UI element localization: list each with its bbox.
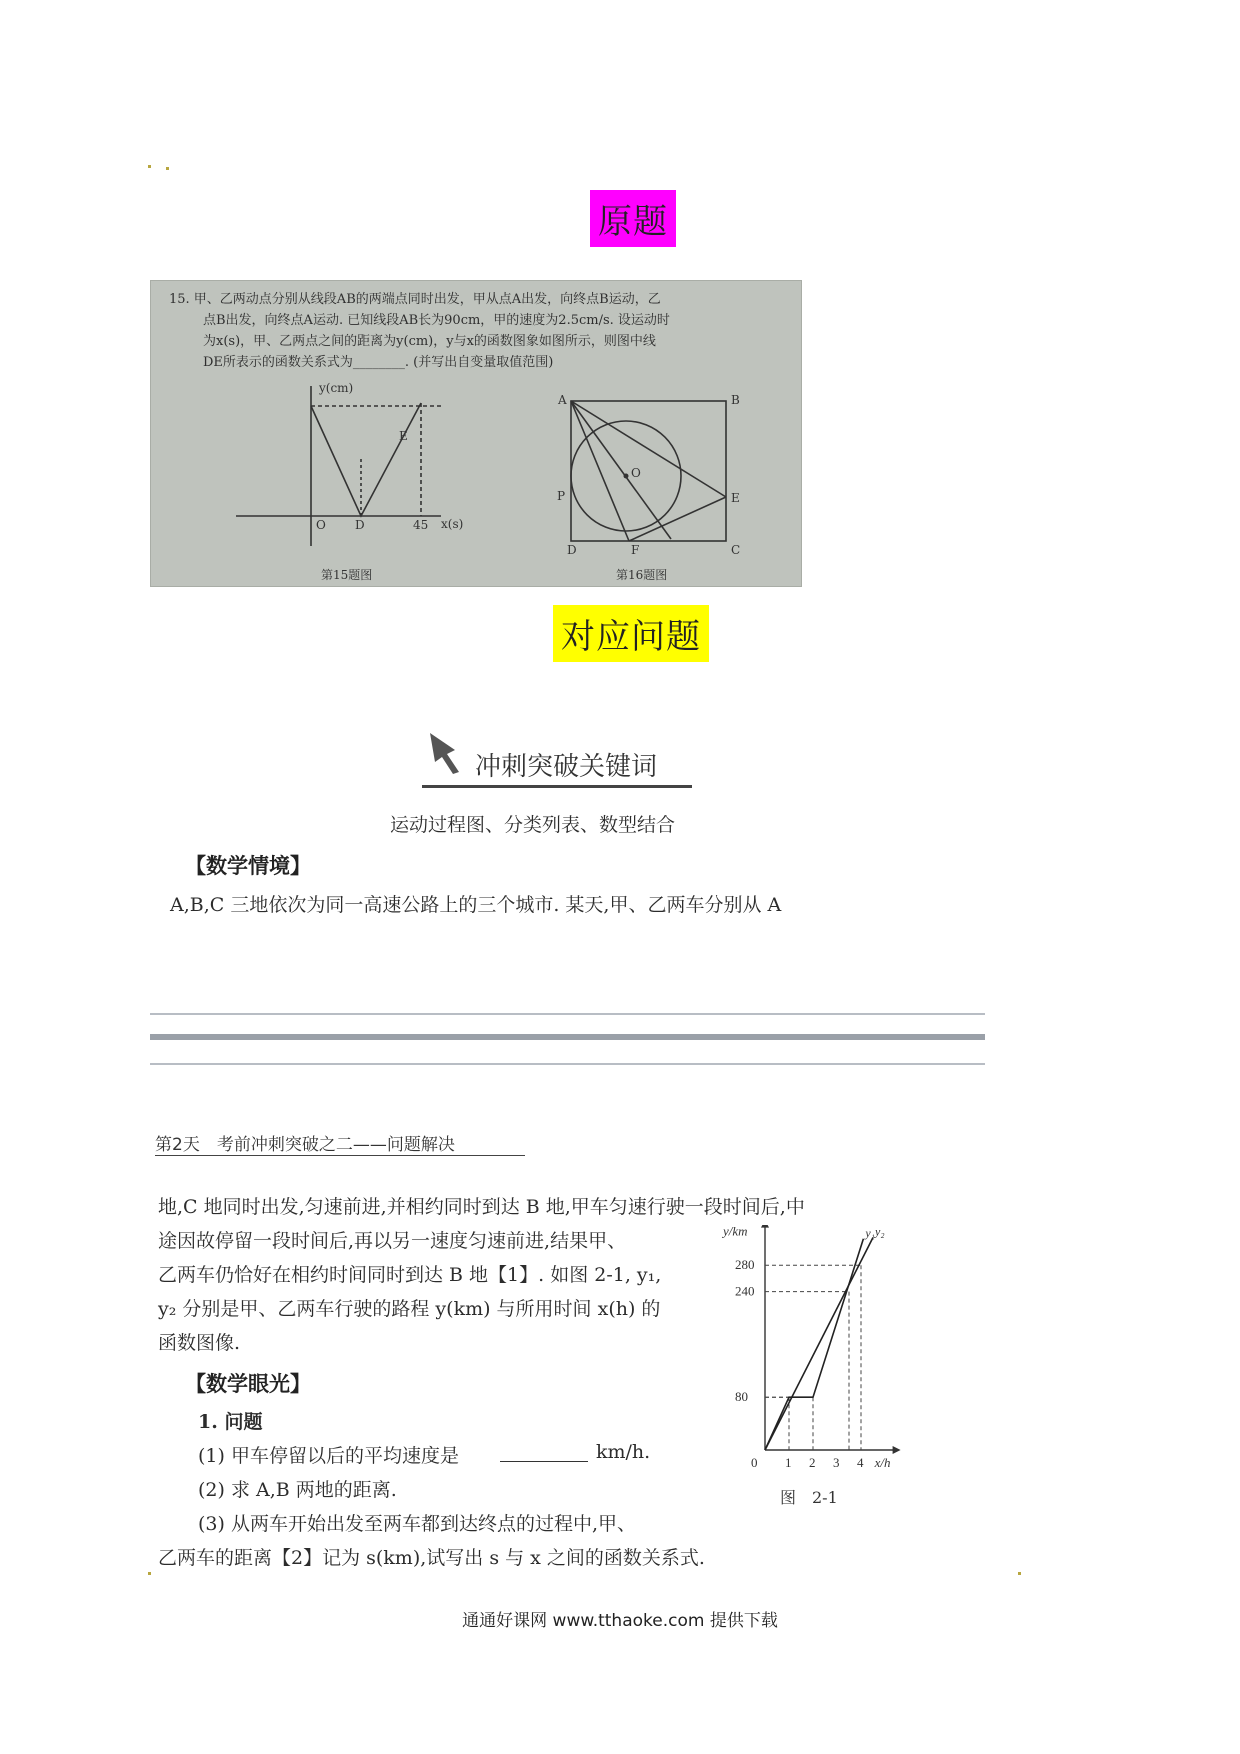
original-problem-photo	[150, 280, 802, 587]
original-question-label: 原题	[590, 190, 676, 247]
x-tick-label: 2	[809, 1455, 816, 1470]
continuation-line: 乙两车仍恰好在相约时间同时到达 B 地【1】. 如图 2-1, y₁,	[158, 1264, 662, 1286]
photo-question-line: 15. 甲、乙两动点分别从线段AB的两端点同时出发，甲从点A出发，向终点B运动，乙	[169, 292, 661, 307]
fig15-caption: 第15题图	[321, 568, 373, 582]
page-divider	[150, 1034, 985, 1040]
question-1-unit: km/h.	[596, 1441, 651, 1463]
continuation-line: 途因故停留一段时间后,再以另一速度匀速前进,结果甲、	[158, 1230, 627, 1252]
related-question-label: 对应问题	[553, 605, 709, 662]
origin-label: 0	[751, 1455, 758, 1470]
corner-dot	[166, 167, 169, 170]
photo-question-line: DE所表示的函数关系式为________. (并写出自变量取值范围)	[203, 355, 554, 370]
answer-blank	[500, 1461, 588, 1462]
question-3-text-cont: 乙两车的距离【2】记为 s(km),试写出 s 与 x 之间的函数关系式.	[158, 1547, 705, 1569]
question-2-text: (2) 求 A,B 两地的距离.	[198, 1479, 397, 1501]
fig16-c-label: C	[731, 543, 741, 557]
distance-time-chart	[720, 1225, 920, 1485]
fig15-tick-45: 45	[413, 518, 429, 532]
fig16-e-label: E	[731, 491, 740, 505]
continuation-line: y₂ 分别是甲、乙两车行驶的路程 y(km) 与所用时间 x(h) 的	[158, 1298, 661, 1320]
page-header: 第2天 考前冲刺突破之二——问题解决	[155, 1135, 455, 1155]
question-3-text: (3) 从两车开始出发至两车都到达终点的过程中,甲、	[198, 1513, 636, 1535]
y-axis-arrow	[761, 1225, 769, 1228]
corner-dot	[1018, 1572, 1021, 1575]
series-label: y₂	[875, 1225, 885, 1239]
fig16-d-label: D	[567, 543, 577, 557]
series-label: y₁	[865, 1225, 875, 1240]
question-1-text: (1) 甲车停留以后的平均速度是	[198, 1445, 459, 1467]
y-tick-label: 240	[735, 1283, 755, 1299]
chart-caption: 图 2-1	[780, 1488, 838, 1507]
series-line	[765, 1237, 873, 1450]
footer-text: 通通好课网 www.tthaoke.com 提供下载	[462, 1611, 778, 1631]
fig16-a-label: A	[558, 393, 567, 407]
x-axis-label: x/h	[874, 1455, 891, 1470]
x-tick-label: 4	[857, 1455, 864, 1470]
y-tick-label: 280	[735, 1257, 755, 1273]
corner-dot	[148, 165, 151, 168]
figure-16	[151, 281, 801, 586]
keywords-heading: 冲刺突破关键词	[475, 752, 658, 782]
fig16-f-label: F	[631, 543, 640, 557]
corner-dot	[148, 1572, 151, 1575]
x-tick-label: 3	[833, 1455, 840, 1470]
photo-question-line: 点B出发，向终点A运动. 已知线段AB长为90cm，甲的速度为2.5cm/s. 设运动时	[203, 313, 670, 328]
y-axis-label: y/km	[723, 1225, 748, 1239]
x-tick-label: 1	[785, 1455, 792, 1470]
page-header-rule	[155, 1155, 525, 1156]
fig15-x-label: x(s)	[441, 517, 464, 531]
continuation-line: 函数图像.	[158, 1332, 241, 1354]
fig16-p-label: P	[557, 489, 566, 503]
keywords-text: 运动过程图、分类列表、数型结合	[390, 814, 676, 836]
fig16-b-label: B	[731, 393, 740, 407]
situation-text: A,B,C 三地依次为同一高速公路上的三个城市. 某天,甲、乙两车分别从 A	[170, 894, 782, 916]
heading-underline	[422, 785, 692, 788]
photo-question-line: 为x(s)，甲、乙两点之间的距离为y(cm)，y与x的函数图象如图所示，则图中线	[203, 334, 656, 349]
fig16-o-label: O	[631, 466, 641, 480]
vision-heading: 【数学眼光】	[185, 1372, 311, 1396]
page-divider	[150, 1063, 985, 1065]
fig16-caption: 第16题图	[616, 568, 668, 582]
page-divider	[150, 1013, 985, 1015]
situation-heading: 【数学情境】	[185, 854, 311, 878]
fig15-y-label: y(cm)	[319, 381, 354, 395]
arrow-icon	[425, 728, 475, 778]
fig15-e-label: E	[399, 429, 408, 443]
questions-title: 1. 问题	[198, 1411, 263, 1433]
fig15-d-label: D	[355, 518, 365, 532]
fig15-origin-label: O	[316, 518, 326, 532]
continuation-line: 地,C 地同时出发,匀速前进,并相约同时到达 B 地,甲车匀速行驶一段时间后,中	[158, 1196, 805, 1218]
y-tick-label: 80	[735, 1389, 748, 1405]
x-axis-arrow	[893, 1446, 901, 1454]
